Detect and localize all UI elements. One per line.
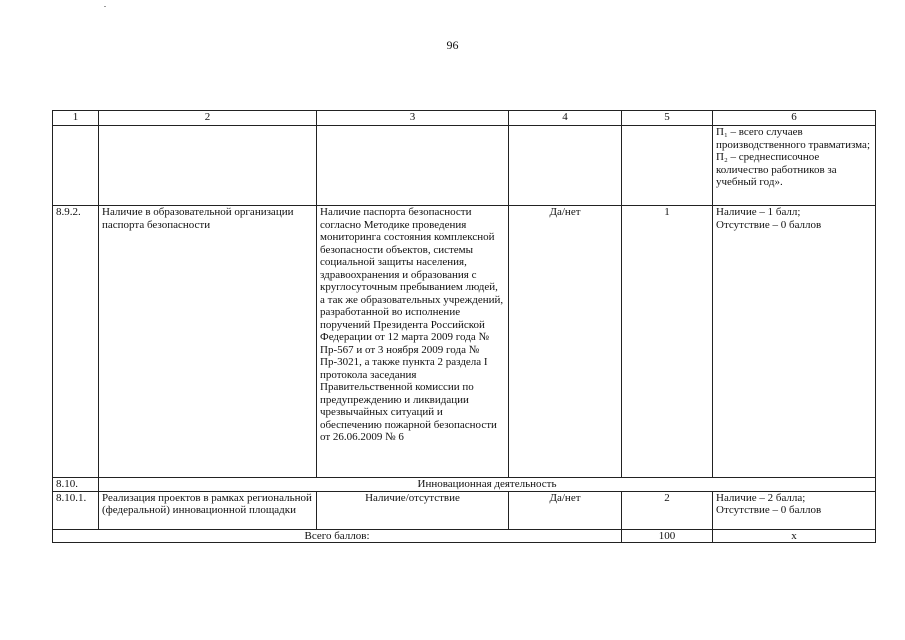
row-number: 8.9.2. — [53, 206, 99, 478]
total-row — [53, 529, 876, 543]
indicator-name: Наличие в образовательной организации паспорта безопасности — [99, 206, 317, 478]
scoring-cell: П₁ – всего случаев производственного травматизма; П₂ – среднесписочное количество работников за учебный год». — [713, 126, 876, 206]
row-number: 8.10. — [53, 478, 99, 492]
criteria-table — [52, 110, 876, 543]
total-points: 100 — [622, 529, 713, 543]
header-cell: 3 — [317, 111, 509, 126]
indicator-name: Реализация проектов в рамках региональной (федеральной) инновационной площадки — [99, 491, 317, 529]
scan-speck — [104, 6, 106, 7]
scoring-cell: Наличие – 1 балл; Отсутствие – 0 баллов — [713, 206, 876, 478]
header-cell: 6 — [713, 111, 876, 126]
section-title: Инновационная деятельность — [99, 478, 876, 492]
table-row — [53, 206, 876, 478]
points-cell: 1 — [622, 206, 713, 478]
total-label: Всего баллов: — [53, 529, 622, 543]
total-mark: х — [713, 529, 876, 543]
row-number: 8.10.1. — [53, 491, 99, 529]
header-cell: 5 — [622, 111, 713, 126]
answer-cell: Да/нет — [509, 206, 622, 478]
header-cell: 2 — [99, 111, 317, 126]
header-cell: 1 — [53, 111, 99, 126]
table-header-row — [53, 111, 876, 126]
table-row — [53, 491, 876, 529]
answer-cell: Да/нет — [509, 491, 622, 529]
table-row — [53, 126, 876, 206]
header-cell: 4 — [509, 111, 622, 126]
scoring-cell: Наличие – 2 балла; Отсутствие – 0 баллов — [713, 491, 876, 529]
points-cell: 2 — [622, 491, 713, 529]
section-row — [53, 478, 876, 492]
criteria-cell: Наличие/отсутствие — [317, 491, 509, 529]
page-number: 96 — [446, 38, 459, 52]
criteria-cell: Наличие паспорта безопасности согласно Методике проведения мониторинга состояния комплексной безопасности объектов, системы социальной защиты населения, здравоохранения и образования с круглосуточным пребыванием людей, а так же образовательных учреждений, разработанной во исполнение поручений Президента Российской Федерации от 12 марта 2009 года № Пр-567 и от 3 ноября 2009 года № Пр-3021, а также пункта 2 раздела I протокола заседания Правительственной комиссии по предупреждению и ликвидации чрезвычайных ситуаций и обеспечению пожарной безопасности от 26.06.2009 № 6 — [317, 206, 509, 478]
